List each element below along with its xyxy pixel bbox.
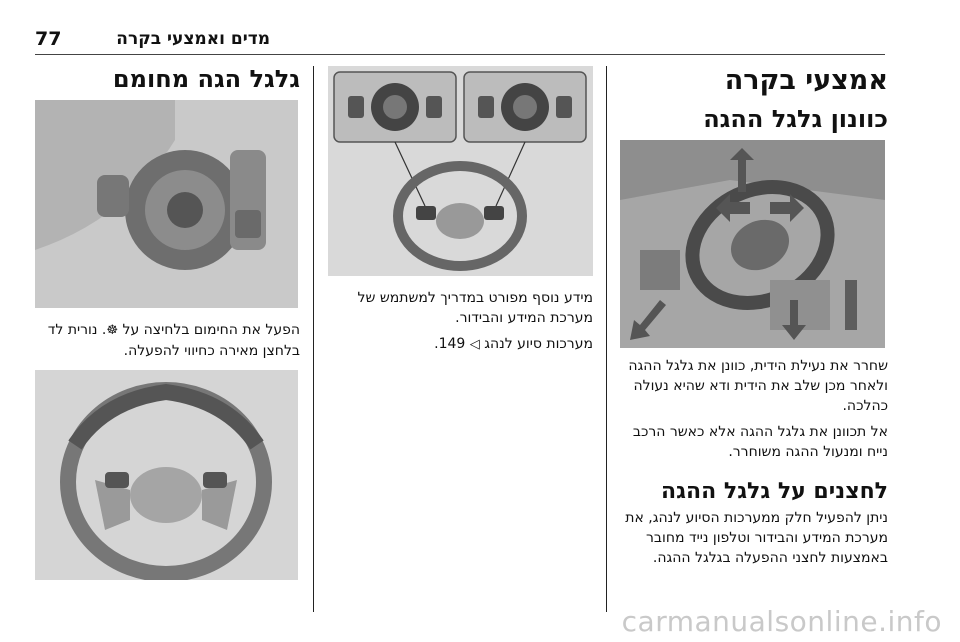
adjust-paragraph-2: אל תכוונן את גלגל ההגה אלא כאשר הרכב נייח ומנעול ההגה משוחרר. xyxy=(632,424,888,460)
header-rule xyxy=(35,54,885,55)
middle-column-text xyxy=(328,288,593,355)
adjust-paragraph-1: שחרר את נעילת הידית, כוונן את גלגל ההגה ולאחר מכן שלב את הידית ודא שהיא נעולה כהלכה. xyxy=(628,358,888,414)
heated-wheel-button-illustration xyxy=(35,100,298,308)
page-number: 77 xyxy=(35,28,62,50)
footer-watermark: carmanualsonline.info xyxy=(621,605,942,638)
buttons-paragraph: ניתן להפעיל חלק ממערכות הסיוע לנהג, את מערכת המידע והבידור וטלפון נייד מחובר באמצעות לחצני ההפעלה בגלגל ההגה. xyxy=(625,510,888,566)
left-column xyxy=(35,64,300,94)
column-divider-right xyxy=(606,66,607,612)
steering-wheel-figure xyxy=(35,370,298,580)
section-title-controls: אמצעי בקרה xyxy=(724,65,888,96)
section-title-heated-wheel: גלגל הגה מחומם xyxy=(112,65,300,93)
heated-wheel-text-prefix: הפעל את החימום בלחיצה על xyxy=(122,322,300,338)
infotainment-paragraph: מידע נוסף מפורט במדריך למשתמש של מערכת המידע והבידור. xyxy=(357,290,593,326)
steering-adjust-illustration xyxy=(620,140,885,348)
column-divider-left xyxy=(313,66,314,612)
heated-wheel-button-figure xyxy=(35,100,298,308)
steering-adjust-figure xyxy=(620,140,885,348)
running-title: מדים ואמצעי בקרה xyxy=(116,29,270,49)
steering-buttons-figure xyxy=(328,66,593,276)
left-column-text xyxy=(35,320,300,361)
subsection-title-buttons: לחצנים על גלגל ההגה xyxy=(661,479,888,504)
driver-assist-paragraph xyxy=(328,334,593,355)
page-ref-icon: ◁ xyxy=(469,337,480,352)
steering-wheel-illustration xyxy=(35,370,298,580)
subsection-title-adjust: כוונון גלגל ההגה xyxy=(703,105,888,133)
heated-wheel-icon: ☸ xyxy=(106,323,119,338)
right-column xyxy=(620,64,888,134)
driver-assist-text: מערכות סיוע לנהג xyxy=(484,336,593,352)
driver-assist-page[interactable]: 149. xyxy=(434,336,466,352)
right-column-text xyxy=(620,356,888,568)
heated-wheel-paragraph xyxy=(35,320,300,361)
steering-buttons-illustration xyxy=(328,66,593,276)
heated-wheel-text-suffix: . נורית לד בלחצן מאירה כחיווי להפעלה. xyxy=(47,322,300,359)
